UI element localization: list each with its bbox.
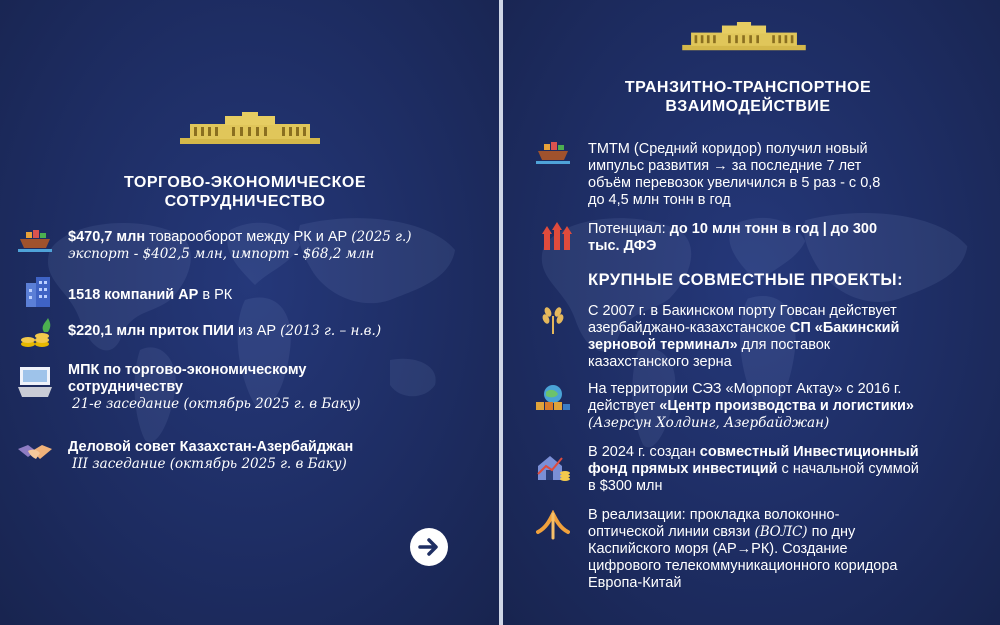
projects-heading: КРУПНЫЕ СОВМЕСТНЫЕ ПРОЕКТЫ: <box>588 271 904 289</box>
text-line: Европа-Китай <box>588 575 682 591</box>
heading-line: ТОРГОВО-ЭКОНОМИЧЕСКОЕ <box>124 174 366 191</box>
text-line: С 2007 г. в Бакинском порту Говсан действует <box>588 303 897 319</box>
potential-item <box>588 221 988 255</box>
text-line: казахстанского зерна <box>588 354 732 370</box>
trade-turnover-item <box>68 229 488 263</box>
grain-terminal-name: СП «Бакинский <box>789 320 900 336</box>
investment-fund-item: В 2024 г. создан совместный Инвестиционный фонд прямых инвестиций с начальной суммой в $300 млн <box>588 444 988 495</box>
companies-item <box>68 287 488 304</box>
grain-terminal-item: С 2007 г. в Бакинском порту Говсан действует азербайджано-казахстанское СП «Бакинский зерновой терминал» для поставок казахстанского зерна <box>588 303 988 371</box>
text-line: В реализации: прокладка волоконно- <box>588 507 840 523</box>
left-panel <box>0 0 499 625</box>
next-page-button[interactable] <box>410 528 448 566</box>
companies-count: 1518 компаний АР <box>68 287 199 303</box>
text-line: до 4,5 млн тонн в год <box>588 192 731 208</box>
fiber-optic-item: В реализации: прокладка волоконно- оптической линии связи (ВОЛС) по дну Каспийского моря (АР→РК). Создание цифрового телекоммуникационного коридора Европа-Китай <box>588 507 988 592</box>
heading-line: ВЗАИМОДЕЙСТВИЕ <box>665 98 831 115</box>
section-heading-transit <box>573 78 923 116</box>
ipc-session: 21-е заседание (октябрь 2025 г. в Баку) <box>72 396 361 412</box>
text-line: цифрового телекоммуникационного коридора <box>588 558 898 574</box>
logistics-center-icon <box>536 382 570 412</box>
fdi-item <box>68 323 488 340</box>
text-line: На территории СЭЗ «Морпорт Актау» с 2016 г. <box>588 381 902 397</box>
trade-turnover-value: $470,7 млн <box>68 229 146 245</box>
text-line: Каспийского моря (АР→РК). Создание <box>588 541 848 557</box>
investment-fund-name-2: фонд прямых инвестиций <box>588 461 778 477</box>
vols-abbr: (ВОЛС) <box>754 524 808 540</box>
fiber-cable-icon <box>536 510 570 540</box>
heading-line: СОТРУДНИЧЕСТВО <box>164 193 326 210</box>
potential-value-2: тыс. ДФЭ <box>588 238 657 254</box>
section-heading-trade <box>80 173 410 211</box>
investment-fund-name: совместный Инвестиционный <box>699 444 919 460</box>
text-line: ТМТМ (Средний коридор) получил новый <box>588 141 868 157</box>
meeting-table-icon <box>18 365 52 399</box>
text-line: импульс развития → за последние 7 лет <box>588 158 862 174</box>
fdi-value: $220,1 млн приток ПИИ <box>68 323 234 339</box>
money-coins-icon <box>20 318 54 348</box>
government-building-logo <box>677 22 811 52</box>
business-council-session: III заседание (октябрь 2025 г. в Баку) <box>72 456 347 472</box>
ipc-item <box>68 362 488 413</box>
ipc-title-2: сотрудничеству <box>68 379 183 395</box>
companies-text: в РК <box>198 287 233 303</box>
middle-corridor-item <box>588 141 988 209</box>
arrow-right-icon <box>417 535 441 559</box>
fdi-period: (2013 г. – н.в.) <box>280 323 382 339</box>
wheat-icon <box>536 304 570 334</box>
office-building-icon <box>22 277 56 307</box>
logistics-center-name: «Центр производства и логистики» <box>659 398 914 414</box>
text-line: объём перевозок увеличился в 5 раз - с 0,8 <box>588 175 881 191</box>
business-council-title: Деловой совет Казахстан-Азербайджан <box>68 439 354 455</box>
trade-turnover-text: товарооборот между РК и АР <box>145 229 352 245</box>
heading-line: ТРАНЗИТНО-ТРАНСПОРТНОЕ <box>624 79 872 96</box>
investment-house-icon <box>536 452 570 482</box>
cargo-ship-icon <box>18 224 52 254</box>
grain-terminal-name-2: зерновой терминал» <box>588 337 738 353</box>
right-panel <box>503 0 1000 625</box>
growth-arrows-icon <box>541 220 575 250</box>
holding-note: (Азерсун Холдинг, Азербайджан) <box>588 415 830 431</box>
ipc-title: МПК по торгово-экономическому <box>68 362 307 378</box>
aktau-logistics-item: На территории СЭЗ «Морпорт Актау» с 2016 г. действует «Центр производства и логистики» (Азерсун Холдинг, Азербайджан) <box>588 381 988 432</box>
handshake-icon <box>18 437 52 467</box>
government-building-logo <box>180 112 320 146</box>
fdi-text: из АР <box>233 323 281 339</box>
export-import-detail: экспорт - $402,5 млн, импорт - $68,2 млн <box>68 246 375 262</box>
trade-turnover-year: (2025 г.) <box>351 229 412 245</box>
business-council-item <box>68 439 488 473</box>
potential-value: до 10 млн тонн в год | до 300 <box>669 221 878 237</box>
text-line: в $300 млн <box>588 478 663 494</box>
potential-label: Потенциал: <box>588 221 670 237</box>
cargo-ship-icon <box>536 136 570 166</box>
